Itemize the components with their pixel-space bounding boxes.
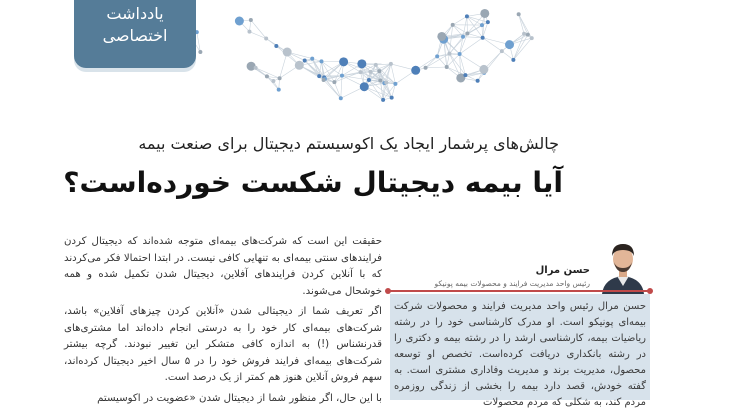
network-node <box>254 66 258 70</box>
network-node <box>479 65 488 74</box>
network-node <box>264 37 268 41</box>
network-node <box>437 32 446 41</box>
network-node <box>526 33 530 37</box>
article-body <box>64 234 382 411</box>
network-node <box>445 65 449 69</box>
author-role: رئیس واحد مدیریت فرایند و محصولات بیمه پونیکو <box>435 279 590 288</box>
network-node <box>517 12 521 16</box>
network-node <box>249 18 253 22</box>
network-node <box>278 76 282 80</box>
network-node <box>511 58 515 62</box>
network-node <box>377 69 381 73</box>
network-node <box>465 31 469 35</box>
network-node <box>310 57 314 61</box>
network-node <box>424 66 428 70</box>
network-node <box>332 80 336 84</box>
network-node <box>340 74 344 78</box>
hero-network-illustration <box>150 0 570 108</box>
network-node <box>461 35 465 39</box>
author-name: حسن مرال <box>536 265 590 276</box>
network-node <box>481 36 485 40</box>
network-node <box>360 82 369 91</box>
network-node <box>265 74 269 78</box>
network-node <box>303 59 307 63</box>
network-node <box>435 54 439 58</box>
network-node <box>447 52 451 56</box>
network-node <box>357 59 366 68</box>
badge-line-1: یادداشت <box>74 0 196 25</box>
network-node <box>505 40 514 49</box>
network-node <box>339 57 348 66</box>
author-bio: حسن مرال رئیس واحد مدیریت فرایند و محصولات شرکت بیمه‌ای پونیکو است. او مدرک کارشناسی خود را در رشته ریاضیات بیمه، کارشناسی ارشد را در رشته بیمه و دکتری را در رشته بانکداری دریافت کرده‌است. تخصص او توسعه محصول، مدیریت برند و مدیریت وفاداری مشتری است. به گفته خودش، قصد دارد بیمه را بخشی از زندگی روزمره مردم کند، به شکلی که مردم محصولات <box>394 299 646 411</box>
network-node <box>295 61 304 70</box>
network-node <box>319 59 323 63</box>
article-title: آیا بیمه دیجیتال شکست خورده‌است؟ <box>63 166 563 199</box>
network-node <box>368 70 372 74</box>
network-node <box>384 80 388 84</box>
network-node <box>390 96 394 100</box>
network-node <box>480 23 484 27</box>
network-node <box>486 20 490 24</box>
network-node <box>500 49 504 53</box>
network-node <box>393 82 397 86</box>
network-node <box>458 52 462 56</box>
article-subtitle: چالش‌های پرشمار ایجاد یک اکوسیستم دیجیتال برای صنعت بیمه <box>138 134 559 153</box>
network-node <box>463 73 467 77</box>
network-node <box>359 70 363 74</box>
network-node <box>476 79 480 83</box>
network-node <box>389 62 393 66</box>
network-node <box>271 79 275 83</box>
exclusive-note-badge <box>74 0 196 68</box>
network-node <box>283 48 292 57</box>
network-node <box>198 50 202 54</box>
network-node <box>378 78 382 82</box>
network-node <box>247 30 251 34</box>
network-node <box>339 96 343 100</box>
body-paragraph: اگر تعریف شما از دیجیتالی شدن «آنلاین کردن چیزهای آفلاین» باشد، شرکت‌های بیمه‌ای کار خود را به درستی انجام داده‌اند اما مشتری‌های قدرنشناس (!) به اندازه کافی متشکر این تغییر نبودند. گرچه بیشتر شرکت‌های بیمه‌ای فرایند فروش خود را در ۵ سال اخیر دیجیتال کرده‌اند، سهم فروش آنلاین هنوز هم کمتر از یک درصد است. <box>64 304 382 387</box>
badge-line-2: اختصاصی <box>74 25 196 47</box>
network-node <box>235 16 244 25</box>
network-node <box>530 36 534 40</box>
bio-divider <box>388 290 650 292</box>
author-photo <box>598 238 648 294</box>
network-node <box>322 78 326 82</box>
body-paragraph: حقیقت این است که شرکت‌های بیمه‌ای متوجه شده‌اند که دیجیتال کردن فرایندهای سنتی بیمه‌ای به تنهایی کافی نیست. در ابتدا احتمالا فکر می‌کردند که با آنلاین کردن فرایندهای آفلاین، دیجیتال شدن تکمیل شده و همه خوشحال می‌شوند. <box>64 234 382 300</box>
network-node <box>274 44 278 48</box>
network-node <box>367 78 371 82</box>
network-node <box>451 23 455 27</box>
network-node <box>247 62 256 71</box>
body-paragraph: با این حال، اگر منظور شما از دیجیتال شدن «عضویت در اکوسیستم <box>64 391 382 408</box>
network-node <box>277 88 281 92</box>
network-node <box>411 66 420 75</box>
network-node <box>465 14 469 18</box>
network-node <box>522 32 526 36</box>
network-node <box>381 98 385 102</box>
network-node <box>480 9 489 18</box>
network-globe-graphic <box>150 0 570 108</box>
network-node <box>317 74 321 78</box>
network-node <box>374 63 378 67</box>
